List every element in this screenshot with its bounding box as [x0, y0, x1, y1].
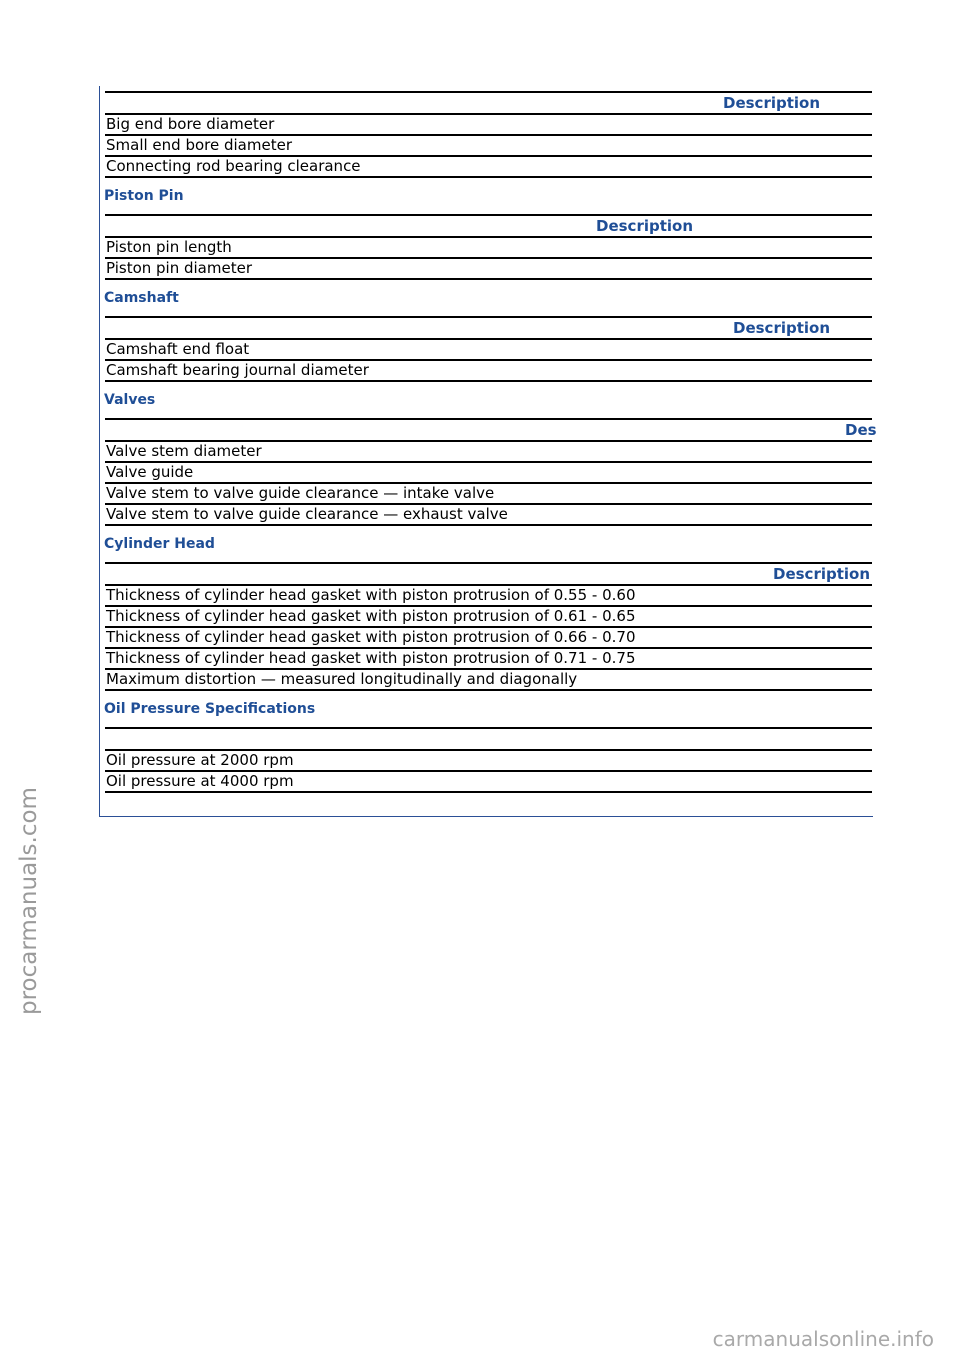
row-label: Valve stem to valve guide clearance — intake valve [105, 483, 872, 504]
row-label: Piston pin diameter [105, 258, 872, 279]
row-label: Thickness of cylinder head gasket with piston protrusion of 0.66 - 0.70 [105, 627, 872, 648]
table-row [105, 339, 872, 360]
row-label: Piston pin length [105, 237, 872, 258]
table-row [105, 648, 872, 669]
table-row [105, 750, 872, 771]
table-header-row [105, 563, 872, 585]
row-label: Thickness of cylinder head gasket with piston protrusion of 0.71 - 0.75 [105, 648, 872, 669]
row-label: Valve stem to valve guide clearance — exhaust valve [105, 504, 872, 525]
table-header-row [105, 92, 872, 114]
row-label: Maximum distortion — measured longitudinally and diagonally [105, 669, 872, 690]
table-header-row [105, 317, 872, 339]
description-header: Des [845, 421, 877, 439]
row-label: Camshaft bearing journal diameter [105, 360, 872, 381]
side-watermark-text: procarmanuals.com [16, 787, 42, 1015]
row-label: Oil pressure at 4000 rpm [105, 771, 872, 792]
camshaft-table [105, 316, 872, 382]
connecting-rod-table [105, 91, 872, 178]
spec-content [104, 91, 877, 793]
table-row [105, 669, 872, 690]
section-title-valves: Valves [104, 392, 156, 408]
row-label: Thickness of cylinder head gasket with piston protrusion of 0.61 - 0.65 [105, 606, 872, 627]
row-label: Oil pressure at 2000 rpm [105, 750, 872, 771]
side-watermark [14, 775, 44, 1015]
table-row [105, 606, 872, 627]
table-row [105, 156, 872, 177]
table-row [105, 441, 872, 462]
row-label: Camshaft end float [105, 339, 872, 360]
table-row [105, 258, 872, 279]
piston-pin-table [105, 214, 872, 280]
cylinder-head-table [105, 562, 872, 691]
description-header: Description [596, 217, 694, 235]
section-title-piston-pin: Piston Pin [104, 188, 184, 204]
row-label: Connecting rod bearing clearance [105, 156, 872, 177]
row-label: Valve stem diameter [105, 441, 872, 462]
table-header-row [105, 728, 872, 750]
table-row [105, 135, 872, 156]
table-row [105, 483, 872, 504]
table-row [105, 771, 872, 792]
table-row [105, 585, 872, 606]
table-row [105, 504, 872, 525]
valves-table [105, 418, 877, 526]
section-title-cylinder-head: Cylinder Head [104, 536, 215, 552]
description-header: Description [773, 565, 871, 583]
table-row [105, 360, 872, 381]
table-row [105, 627, 872, 648]
description-header: Description [733, 319, 831, 337]
table-row [105, 114, 872, 135]
section-title-oil-pressure: Oil Pressure Specifications [104, 701, 316, 717]
row-label: Big end bore diameter [105, 114, 872, 135]
oil-pressure-table [105, 727, 872, 793]
row-label: Valve guide [105, 462, 872, 483]
description-header: Description [723, 94, 821, 112]
bottom-watermark: carmanualsonline.info [712, 1327, 934, 1351]
row-label: Thickness of cylinder head gasket with piston protrusion of 0.55 - 0.60 [105, 585, 872, 606]
table-header-row [105, 419, 872, 441]
row-label: Small end bore diameter [105, 135, 872, 156]
section-title-camshaft: Camshaft [104, 290, 179, 306]
table-header-row [105, 215, 872, 237]
table-row [105, 237, 872, 258]
table-row [105, 462, 872, 483]
